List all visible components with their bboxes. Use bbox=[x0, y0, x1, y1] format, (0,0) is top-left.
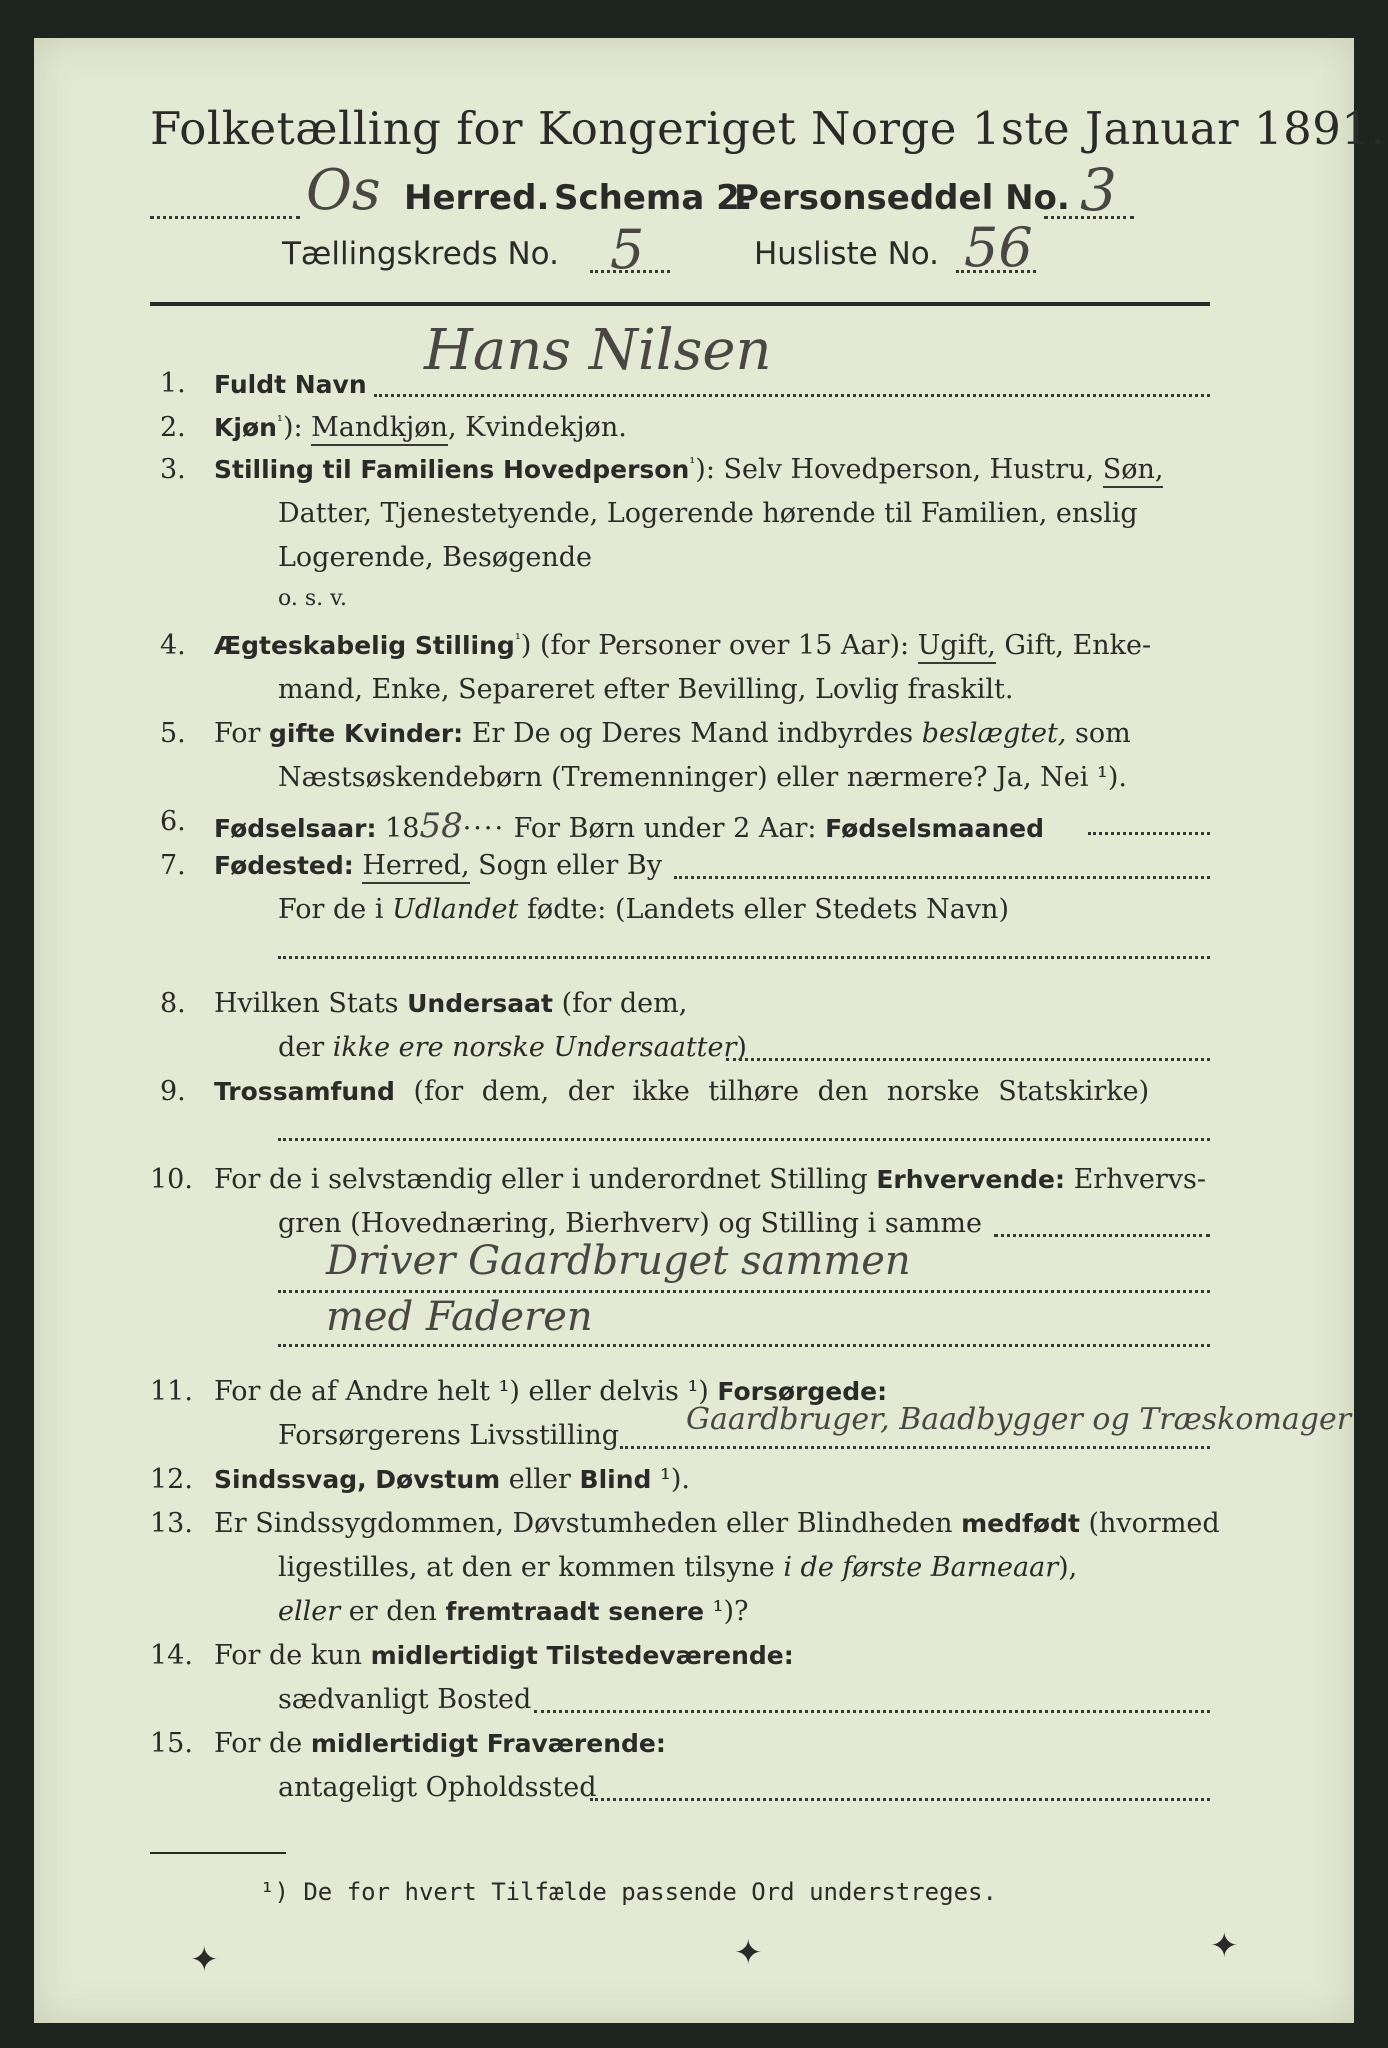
item-number: 14. bbox=[150, 1640, 193, 1671]
q3-line2: Datter, Tjenestetyende, Logerende hørende til Familien, enslig bbox=[278, 498, 1138, 529]
q15-line2: antageligt Opholdssted bbox=[278, 1772, 597, 1803]
full-name-value: Hans Nilsen bbox=[424, 318, 772, 383]
q13-line1: Er Sindssygdommen, Døvstumheden eller Blindheden medfødt (hvormed bbox=[214, 1508, 1220, 1539]
footnote: ¹) De for hvert Tilfælde passende Ord understreges. bbox=[260, 1878, 997, 1906]
q15-line1: For de midlertidigt Fraværende: bbox=[214, 1728, 666, 1759]
q11-line1: For de af Andre helt ¹) eller delvis ¹) Forsørgede: bbox=[214, 1376, 888, 1407]
item-number: 15. bbox=[150, 1728, 193, 1759]
item-number: 10. bbox=[150, 1164, 193, 1195]
personseddel-value: 3 bbox=[1080, 156, 1117, 224]
q10-line1: For de i selvstændig eller i underordnet Stilling Erhvervende: Erhvervs- bbox=[214, 1164, 1206, 1195]
occupation-line2-value: med Faderen bbox=[326, 1294, 593, 1340]
husliste-value: 56 bbox=[964, 216, 1033, 279]
binding-mark-icon: ✦ bbox=[1210, 1926, 1239, 1966]
q5-line2: Næstsøskendebørn (Tremenninger) eller nærmere? Ja, Nei ¹). bbox=[278, 762, 1127, 793]
q3-selected-option: Søn, bbox=[1103, 454, 1164, 488]
q15-dotted-line bbox=[590, 1798, 1210, 1801]
q1-label: Fuldt Navn bbox=[214, 370, 367, 399]
birth-year-value: 58 bbox=[419, 806, 463, 846]
q10-dotted-line-2 bbox=[278, 1290, 1210, 1293]
q4-selected-option: Ugift, bbox=[918, 630, 996, 664]
q2-selected-option: Mandkjøn bbox=[311, 412, 448, 446]
q3-line1: Stilling til Familiens Hovedperson$^{^1}$): Selv Hovedperson, Hustru, Søn, bbox=[214, 454, 1163, 485]
q13-line3: eller er den fremtraadt senere ¹)? bbox=[278, 1596, 749, 1627]
q8-dotted-line bbox=[726, 1058, 1210, 1061]
q14-line1: For de kun midlertidigt Tilstedeværende: bbox=[214, 1640, 794, 1671]
footnote-rule bbox=[150, 1852, 286, 1854]
item-number: 11. bbox=[150, 1376, 193, 1407]
q14-dotted-line bbox=[534, 1710, 1210, 1713]
item-number: 4. bbox=[160, 630, 186, 661]
census-form-sheet bbox=[34, 38, 1386, 2023]
binding-mark-icon: ✦ bbox=[734, 1933, 763, 1973]
binding-mark-icon: ✦ bbox=[190, 1940, 219, 1980]
herred-label: Herred. bbox=[404, 178, 550, 218]
q7-dotted-line-2 bbox=[278, 956, 1210, 959]
q9-dotted-line bbox=[278, 1138, 1210, 1141]
schema-label: Schema 2. bbox=[554, 178, 753, 218]
taellingskreds-label: Tællingskreds No. bbox=[282, 236, 559, 272]
q9-line: Trossamfund (for dem, der ikke tilhøre den norske Statskirke) bbox=[214, 1076, 1150, 1107]
q7-dotted-line bbox=[674, 876, 1210, 879]
q14-line2: sædvanligt Bosted bbox=[278, 1684, 532, 1715]
husliste-label: Husliste No. bbox=[754, 236, 940, 272]
item-number: 12. bbox=[150, 1464, 193, 1495]
q6-line: Fødselsaar: 1858···· For Børn under 2 Aar: Fødselsmaaned bbox=[214, 806, 1044, 846]
occupation-line1-value: Driver Gaardbruget sammen bbox=[326, 1238, 911, 1284]
q12-line: Sindssvag, Døvstum eller Blind ¹). bbox=[214, 1464, 690, 1495]
q4-line1: Ægteskabelig Stilling$^{^1}$) (for Personer over 15 Aar): Ugift, Gift, Enke- bbox=[214, 630, 1151, 661]
item-number: 1. bbox=[160, 368, 186, 399]
item-number: 9. bbox=[160, 1076, 186, 1107]
provider-occupation-value: Gaardbruger, Baadbygger og Træskomager bbox=[686, 1402, 1352, 1437]
item-number: 5. bbox=[160, 718, 186, 749]
item-number: 8. bbox=[160, 988, 186, 1019]
q10-line2: gren (Hovednæring, Bierhverv) og Stilling i samme bbox=[278, 1208, 983, 1239]
q8-line1: Hvilken Stats Undersaat (for dem, bbox=[214, 988, 688, 1019]
q4-line2: mand, Enke, Separeret efter Bevilling, Lovlig fraskilt. bbox=[278, 674, 1014, 705]
taellingskreds-value: 5 bbox=[610, 218, 645, 281]
q5-line1: For gifte Kvinder: Er De og Deres Mand indbyrdes beslægtet, som bbox=[214, 718, 1131, 749]
q10-dotted-line bbox=[994, 1234, 1210, 1237]
q7-line2: For de i Udlandet fødte: (Landets eller Stedets Navn) bbox=[278, 894, 1009, 925]
form-title: Folketælling for Kongeriget Norge 1ste Januar 1891. bbox=[150, 102, 1386, 155]
q3-line3: Logerende, Besøgende bbox=[278, 542, 592, 573]
q2-text: Kjøn$^{^1}$): Mandkjøn, Kvindekjøn. bbox=[214, 412, 627, 443]
item-number: 13. bbox=[150, 1508, 193, 1539]
q8-line2: der ikke ere norske Undersaatter) bbox=[278, 1032, 747, 1063]
q13-line2: ligestilles, at den er kommen tilsyne i de første Barneaar), bbox=[278, 1552, 1078, 1583]
q10-dotted-line-3 bbox=[278, 1344, 1210, 1347]
q7-selected-option: Herred, bbox=[362, 850, 469, 884]
item-number: 6. bbox=[160, 806, 186, 837]
herred-value: Os bbox=[306, 158, 381, 223]
q7-line1: Fødested: Herred, Sogn eller By bbox=[214, 850, 662, 881]
header-rule bbox=[150, 302, 1210, 306]
item-number: 3. bbox=[160, 454, 186, 485]
herred-dotted-line bbox=[150, 216, 300, 219]
personseddel-label: Personseddel No. bbox=[734, 178, 1070, 218]
item-number: 7. bbox=[160, 850, 186, 881]
q11-line2: Forsørgerens Livsstilling bbox=[278, 1420, 620, 1451]
q1-dotted-line bbox=[374, 394, 1210, 397]
q11-dotted-line bbox=[620, 1446, 1210, 1449]
item-number: 2. bbox=[160, 412, 186, 443]
q3-line4: o. s. v. bbox=[278, 586, 347, 611]
q6-dotted-line bbox=[1088, 832, 1210, 835]
